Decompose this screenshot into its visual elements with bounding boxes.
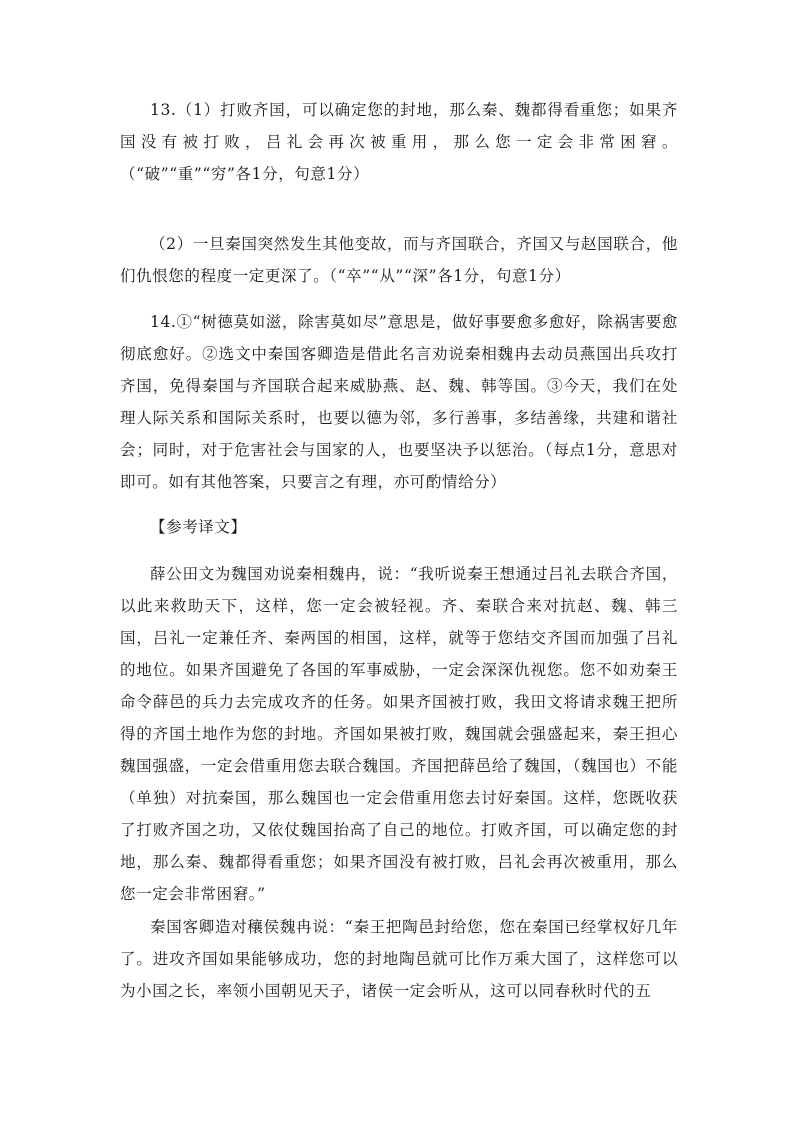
answer-13-part-2: （2）一旦秦国突然发生其他变故，而与齐国联合，齐国又与赵国联合，他们仇恨您的程度一定更深了。（“卒”“从”“深”各1分，句意1分） [120,235,678,285]
translation-paragraph-2: 秦国客卿造对穰侯魏冉说：“秦王把陶邑封给您，您在秦国已经掌权好几年了。进攻齐国如果能够成功，您的封地陶邑就可比作万乘大国了，这样您可以为小国之长，率领小国朝见天子，诸侯一定会听从，这可以同春秋时代的五 [120,918,678,1000]
translation-paragraph-1: 薛公田文为魏国劝说秦相魏冉，说：“我听说秦王想通过吕礼去联合齐国，以此来救助天下，这样，您一定会被轻视。齐、秦联合来对抗赵、魏、韩三国，吕礼一定兼任齐、秦两国的相国，这样，就等于您结交齐国而加强了吕礼的地位。如果齐国避免了各国的军事威胁，一定会深深仇视您。您不如劝秦王命令薛邑的兵力去完成攻齐的任务。如果齐国被打败，我田文将请求魏王把所得的齐国土地作为您的封地。齐国如果被打败，魏国就会强盛起来，秦王担心魏国强盛，一定会借重用您去联合魏国。齐国把薛邑给了魏国，（魏国也）不能（单独）对抗秦国，那么魏国也一定会借重用您去讨好秦国。这样，您既收获了打败齐国之功，又依仗魏国抬高了自己的地位。打败齐国，可以确定您的封地，那么秦、魏都得看重您；如果齐国没有被打败，吕礼会再次被重用，那么您一定会非常困窘。” [120,565,678,903]
answer-14: 14.①“树德莫如滋，除害莫如尽”意思是，做好事要愈多愈好，除祸害要愈彻底愈好。②选文中秦国客卿造是借此名言劝说秦相魏冉去动员燕国出兵攻打齐国，免得秦国与齐国联合起来威胁燕、赵、魏、韩等国。③今天，我们在处理人际关系和国际关系时，也要以德为邻，多行善事，多结善缘，共建和谐社会；同时，对于危害社会与国家的人，也要坚决予以惩治。（每点1分，意思对即可。如有其他答案，只要言之有理，亦可酌情给分） [120,313,678,491]
answer-13-part-1: 13.（1）打败齐国，可以确定您的封地，那么秦、魏都得看重您；如果齐国没有被打败，吕礼会再次被重用，那么您一定会非常困窘。（“破”“重”“穷”各1分，句意1分） [120,101,678,183]
reference-translation-heading: 【参考译文】 [150,518,247,536]
